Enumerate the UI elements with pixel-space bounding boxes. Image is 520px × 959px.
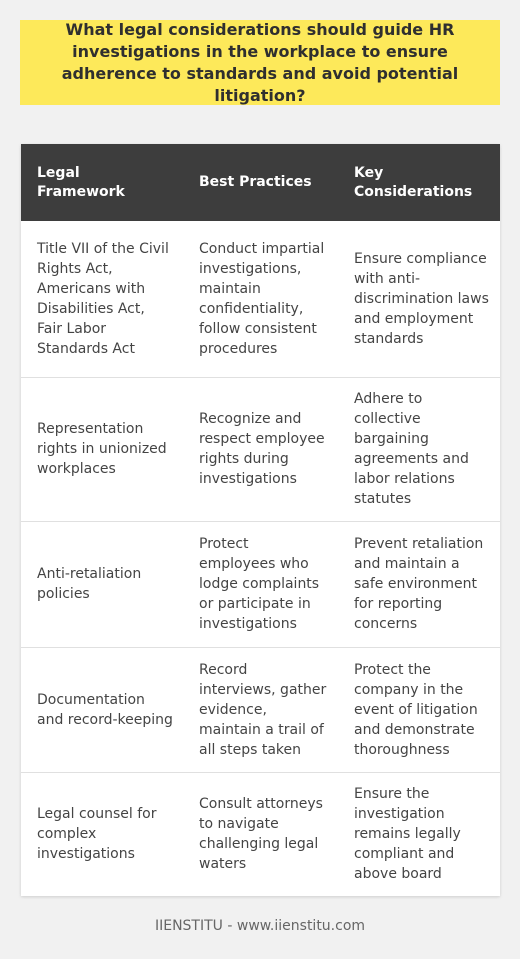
header-best-practices: Best Practices xyxy=(183,144,338,221)
key-considerations-cell: Ensure compliance with anti-discrimination laws and employment standards xyxy=(338,221,500,377)
header-legal-framework: Legal Framework xyxy=(21,144,183,221)
best-practices-cell: Conduct impartial investigations, maintain confidentiality, follow consistent procedures xyxy=(183,221,338,377)
best-practices-cell: Recognize and respect employee rights during investigations xyxy=(183,377,338,521)
legal-considerations-table xyxy=(21,144,500,896)
page-title: What legal considerations should guide HR investigations in the workplace to ensure adherence to standards and avoid potential litigation? xyxy=(61,19,459,105)
footer-credit: IIENSTITU - www.iienstitu.com xyxy=(154,918,366,934)
key-considerations-cell: Prevent retaliation and maintain a safe environment for reporting concerns xyxy=(338,521,500,647)
legal-framework-cell: Legal counsel for complex investigations xyxy=(37,806,157,863)
key-considerations-cell: Adhere to collective bargaining agreements and labor relations statutes xyxy=(338,377,500,521)
table-row xyxy=(21,772,500,896)
table-row xyxy=(21,521,500,647)
key-considerations-cell: Protect the company in the event of litigation and demonstrate thoroughness xyxy=(338,647,500,772)
best-practices-cell: Record interviews, gather evidence, maintain a trail of all steps taken xyxy=(183,647,338,772)
legal-framework-cell: Representation rights in unionized workplaces xyxy=(21,377,183,521)
table-row xyxy=(21,377,500,521)
legal-framework-cell: Title VII of the Civil Rights Act, Americans with Disabilities Act, Fair Labor Standards Act xyxy=(21,221,183,377)
table-header-row xyxy=(21,144,500,221)
title-banner xyxy=(20,20,500,105)
legal-framework-cell: Anti-retaliation policies xyxy=(21,521,183,647)
table-row xyxy=(21,647,500,772)
key-considerations-cell: Ensure the investigation remains legally compliant and above board xyxy=(354,786,461,883)
header-key-considerations: Key Considerations xyxy=(338,144,500,221)
best-practices-cell: Protect employees who lodge complaints or participate in investigations xyxy=(183,521,338,647)
legal-framework-cell: Documentation and record-keeping xyxy=(21,647,183,772)
best-practices-cell: Consult attorneys to navigate challenging legal waters xyxy=(199,796,323,873)
table-row xyxy=(21,221,500,377)
